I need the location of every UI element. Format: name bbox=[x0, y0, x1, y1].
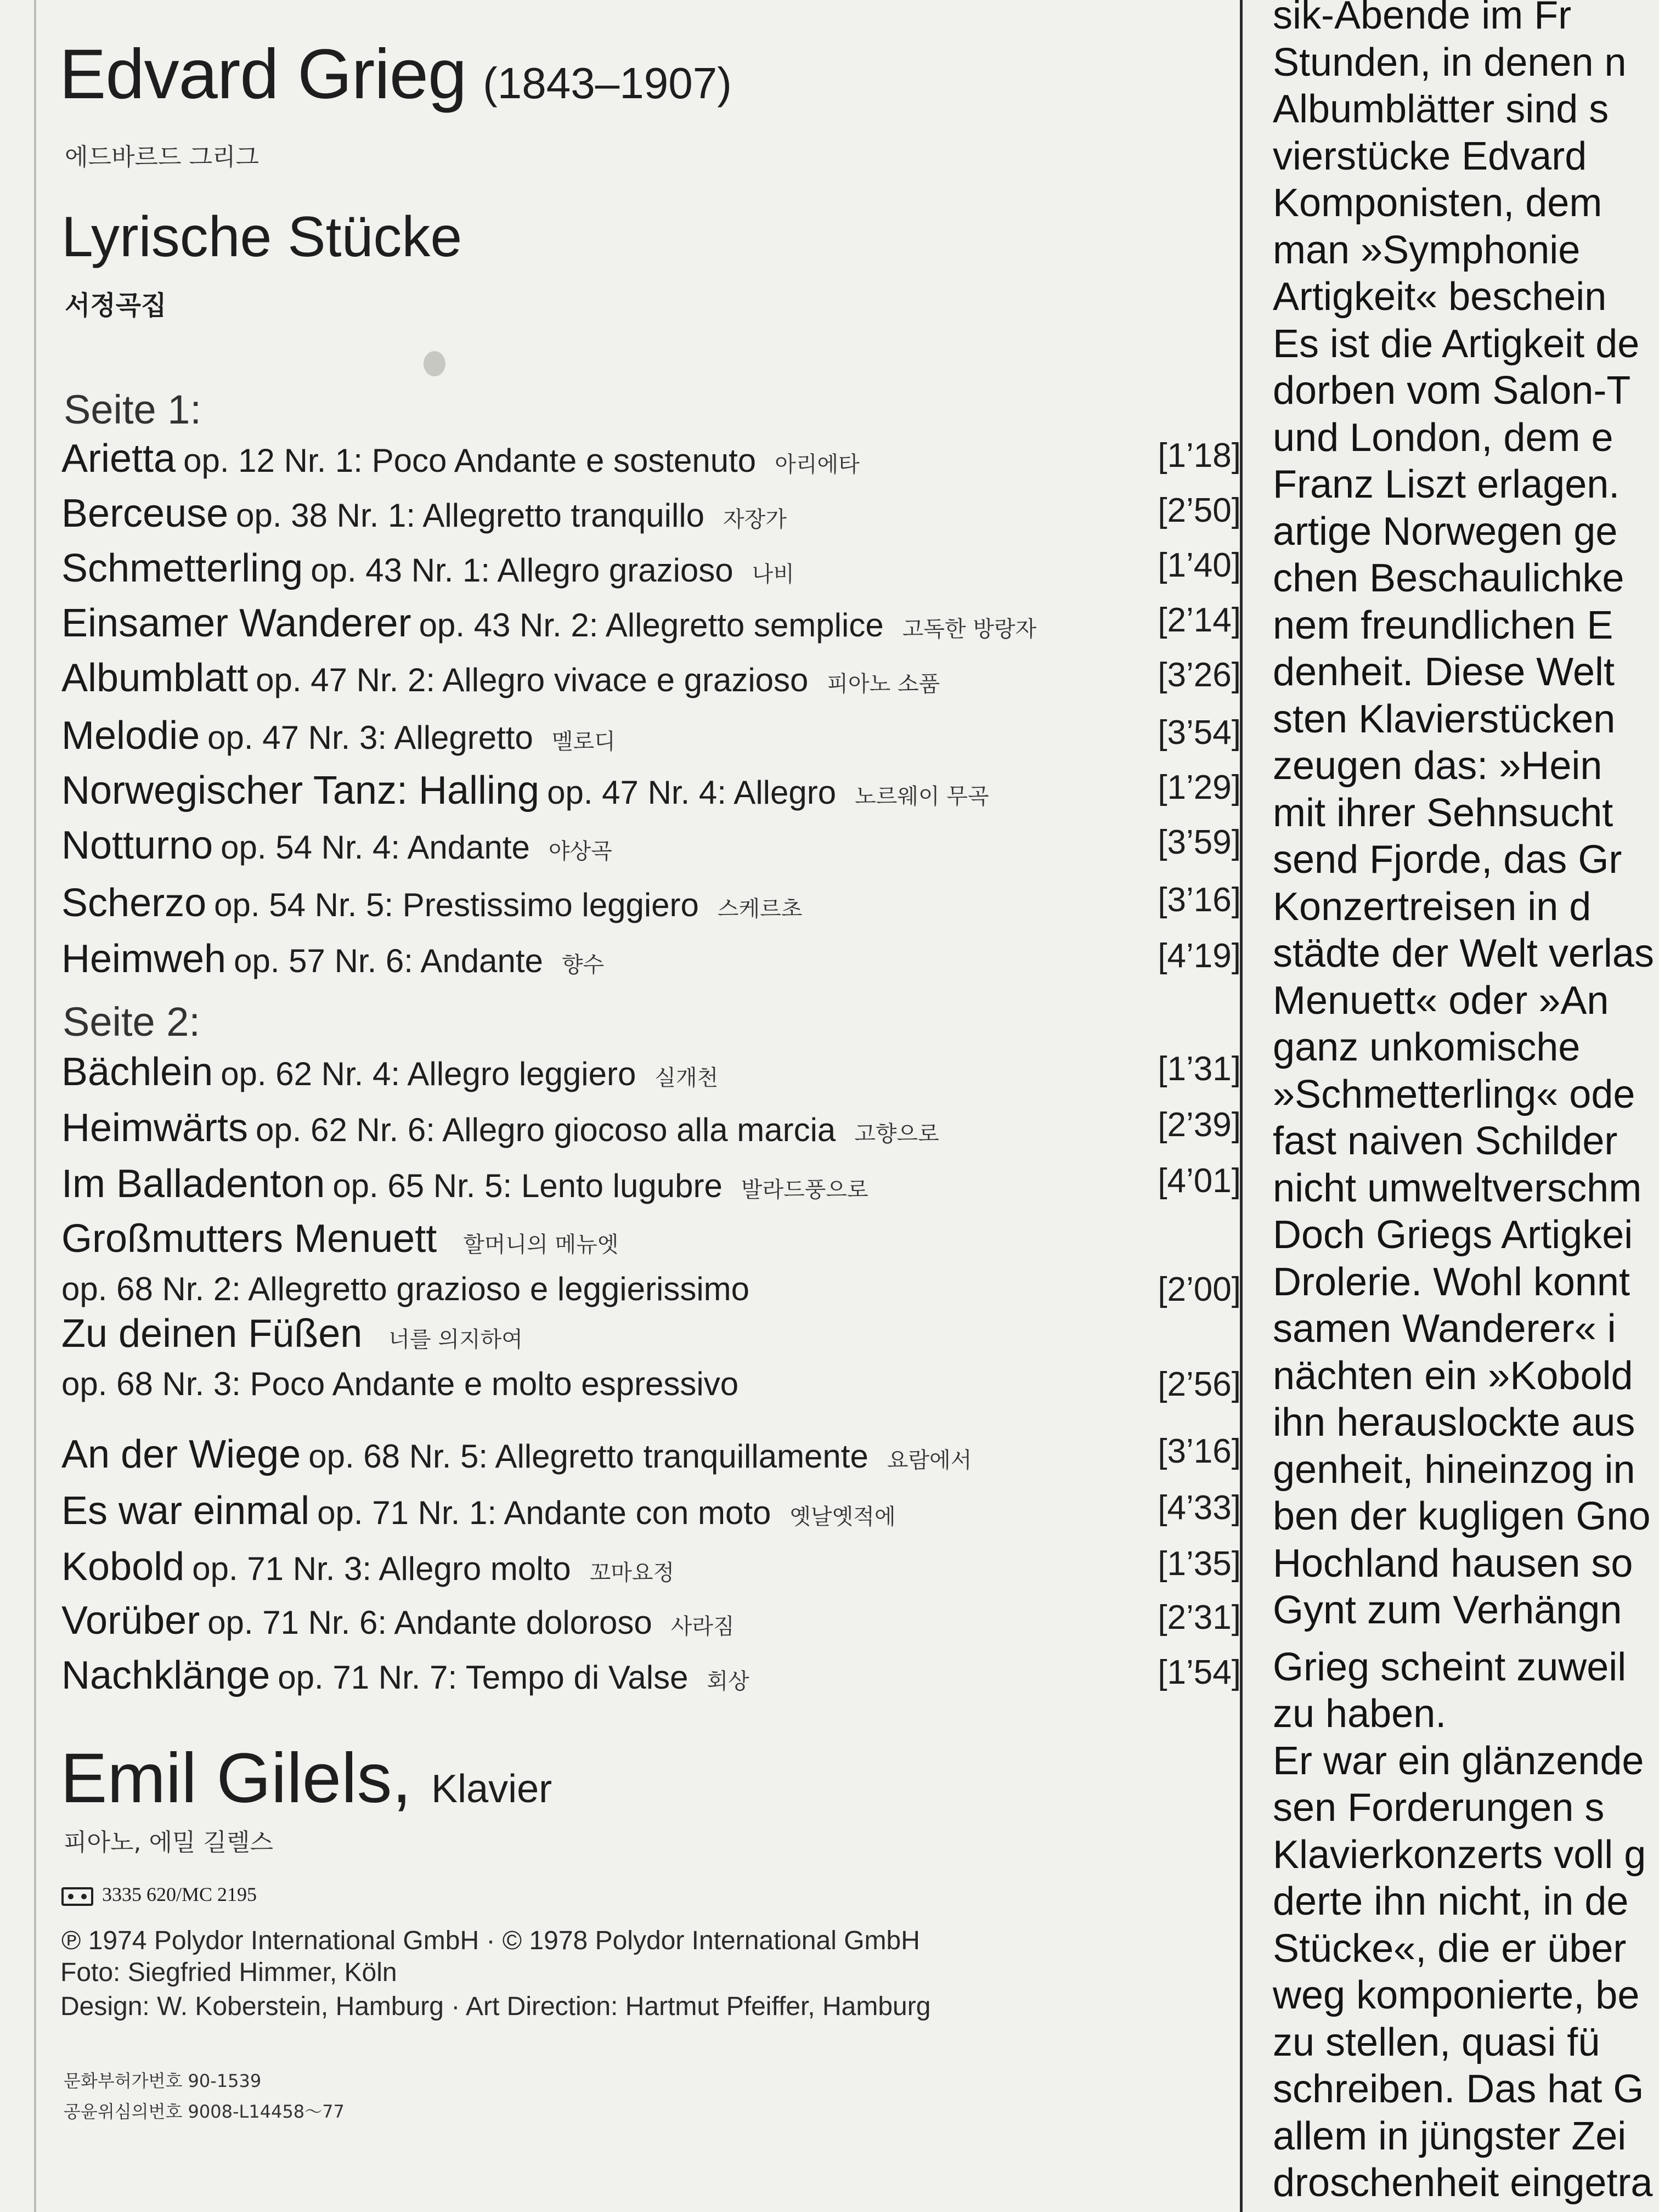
paper-stain bbox=[424, 351, 445, 376]
essay-line: Hochland hausen so bbox=[1273, 1541, 1633, 1585]
track-korean-title: 옛날옛적에 bbox=[789, 1504, 896, 1530]
track-detail: op. 57 Nr. 6: Andante bbox=[234, 943, 543, 979]
essay-line: Doch Griegs Artigkei bbox=[1273, 1213, 1633, 1257]
essay-line: »Schmetterling« ode bbox=[1273, 1072, 1635, 1116]
album-title: Lyrische Stücke bbox=[61, 205, 462, 269]
track-title: Es war einmal bbox=[61, 1489, 310, 1533]
essay-line: nicht umweltverschm bbox=[1273, 1166, 1642, 1210]
track-title: Zu deinen Füßen bbox=[61, 1312, 363, 1356]
composer-heading bbox=[59, 35, 732, 114]
track-korean-title: 사라짐 bbox=[670, 1614, 735, 1639]
track-row bbox=[61, 494, 1241, 533]
track-duration: [1’18] bbox=[1158, 437, 1241, 475]
essay-line: send Fjorde, das Gr bbox=[1273, 838, 1622, 882]
essay-line: ganz unkomische bbox=[1273, 1025, 1581, 1069]
essay-line: samen Wanderer« i bbox=[1273, 1307, 1616, 1351]
track-duration: [4’01] bbox=[1158, 1162, 1241, 1200]
essay-line: und London, dem e bbox=[1273, 415, 1613, 460]
catalog-line bbox=[61, 1883, 257, 1906]
track-duration: [1’35] bbox=[1158, 1545, 1241, 1583]
essay-line: fast naiven Schilder bbox=[1273, 1119, 1618, 1163]
track-duration: [2’14] bbox=[1158, 601, 1241, 639]
track-korean-title: 너를 의지하여 bbox=[388, 1327, 523, 1352]
track-korean-title: 향수 bbox=[561, 952, 605, 978]
essay-line: sten Klavierstücken bbox=[1273, 697, 1616, 741]
track-row bbox=[61, 1432, 1241, 1476]
track-row bbox=[61, 771, 1241, 810]
track-row bbox=[61, 1656, 1241, 1695]
essay-line: schreiben. Das hat G bbox=[1273, 2067, 1644, 2111]
essay-line: Grieg scheint zuweil bbox=[1273, 1645, 1627, 1689]
track-duration: [1’31] bbox=[1158, 1050, 1241, 1088]
essay-line: Artigkeit« beschein bbox=[1273, 275, 1607, 319]
copyright-line: ℗ 1974 Polydor International GmbH · © 1978 Polydor International GmbH bbox=[61, 1926, 920, 1955]
track-korean-title: 자장가 bbox=[723, 507, 787, 532]
track-detail: op. 47 Nr. 3: Allegretto bbox=[207, 719, 533, 756]
track-korean-title: 실개천 bbox=[654, 1065, 719, 1091]
track-row bbox=[61, 658, 1241, 698]
track-duration: [3’54] bbox=[1158, 714, 1241, 752]
track-duration: [1’29] bbox=[1158, 769, 1241, 806]
track-korean-title: 야상곡 bbox=[548, 839, 612, 864]
track-duration: [4’33] bbox=[1158, 1489, 1241, 1527]
track-title: Heimweh bbox=[61, 937, 227, 981]
track-duration: [2’56] bbox=[1158, 1365, 1241, 1403]
track-title: Vorüber bbox=[61, 1599, 200, 1643]
track-detail: op. 54 Nr. 4: Andante bbox=[221, 829, 530, 866]
essay-line: nächten ein »Kobold bbox=[1273, 1353, 1633, 1398]
track-duration: [3’59] bbox=[1158, 823, 1241, 861]
track-row bbox=[61, 939, 1241, 979]
track-detail: op. 62 Nr. 6: Allegro giocoso alla marcia bbox=[256, 1111, 836, 1148]
essay-column bbox=[1273, 0, 1659, 2212]
side-2-heading: Seite 2: bbox=[63, 999, 200, 1045]
essay-line: sik-Abende im Fr bbox=[1273, 0, 1572, 37]
track-korean-title: 고향으로 bbox=[854, 1121, 939, 1147]
track-title: Albumblatt bbox=[61, 656, 249, 700]
track-row bbox=[61, 1108, 1241, 1148]
cassette-icon bbox=[61, 1887, 93, 1906]
track-korean-title: 요람에서 bbox=[887, 1448, 972, 1473]
track-korean-title: 할머니의 메뉴엣 bbox=[463, 1232, 619, 1257]
track-duration: [2’39] bbox=[1158, 1106, 1241, 1144]
track-detail: op. 38 Nr. 1: Allegretto tranquillo bbox=[236, 497, 705, 534]
track-title: Im Balladenton bbox=[61, 1162, 325, 1206]
essay-line: ihn herauslockte aus bbox=[1273, 1401, 1635, 1444]
track-detail: op. 68 Nr. 3: Poco Andante e molto espressivo bbox=[61, 1365, 739, 1402]
essay-line: man »Symphonie bbox=[1273, 228, 1581, 272]
track-row bbox=[61, 714, 1241, 758]
track-detail: op. 71 Nr. 6: Andante doloroso bbox=[207, 1604, 652, 1641]
track-title: Schmetterling bbox=[61, 546, 303, 590]
registration-number-2: 공윤위심의번호 9008-L14458～77 bbox=[64, 2101, 345, 2122]
performer-line bbox=[60, 1738, 552, 1819]
essay-line: dorben vom Salon-T bbox=[1273, 369, 1631, 413]
track-korean-title: 발라드풍으로 bbox=[741, 1177, 868, 1203]
track-row bbox=[61, 603, 1241, 643]
design-credit: Design: W. Koberstein, Hamburg · Art Direction: Hartmut Pfeiffer, Hamburg bbox=[60, 1992, 931, 2021]
catalog-number: 3335 620/MC 2195 bbox=[102, 1883, 257, 1905]
track-title: Melodie bbox=[61, 714, 200, 758]
essay-line: artige Norwegen ge bbox=[1273, 509, 1618, 554]
track-duration: [2’00] bbox=[1158, 1271, 1241, 1308]
track-duration: [3’16] bbox=[1158, 881, 1241, 919]
track-detail: op. 65 Nr. 5: Lento lugubre bbox=[332, 1167, 723, 1204]
track-duration: [1’40] bbox=[1158, 546, 1241, 584]
track-title: Bächlein bbox=[61, 1050, 213, 1094]
track-title: Notturno bbox=[61, 823, 213, 867]
photo-credit: Foto: Siegfried Himmer, Köln bbox=[60, 1958, 397, 1987]
essay-line: genheit, hineinzog in bbox=[1273, 1447, 1635, 1492]
track-row bbox=[61, 1052, 1241, 1092]
track-title: Einsamer Wanderer bbox=[61, 601, 411, 645]
essay-line: allem in jüngster Zei bbox=[1273, 2114, 1627, 2158]
track-title: Arietta bbox=[61, 437, 176, 481]
page-edge-line bbox=[34, 0, 36, 2212]
track-korean-title: 회상 bbox=[707, 1669, 749, 1694]
essay-line: städte der Welt verlas bbox=[1273, 932, 1654, 975]
track-duration: [2’50] bbox=[1158, 492, 1241, 529]
essay-line: Menuett« oder »An bbox=[1273, 978, 1609, 1023]
track-title: Nachklänge bbox=[61, 1654, 270, 1697]
side-1-heading: Seite 1: bbox=[64, 387, 201, 432]
track-korean-title: 나비 bbox=[752, 562, 794, 587]
essay-line: nem freundlichen E bbox=[1273, 603, 1613, 647]
track-detail: op. 54 Nr. 5: Prestissimo leggiero bbox=[214, 887, 699, 923]
essay-line: sen Forderungen s bbox=[1273, 1786, 1605, 1830]
track-row bbox=[61, 883, 1241, 923]
composer-years: (1843–1907) bbox=[483, 59, 732, 108]
track-row bbox=[61, 1547, 1241, 1587]
track-title: Heimwärts bbox=[61, 1106, 249, 1150]
track-title: An der Wiege bbox=[61, 1432, 301, 1476]
track-korean-title: 아리에타 bbox=[775, 452, 860, 477]
performer-role: Klavier bbox=[431, 1767, 552, 1811]
track-row bbox=[61, 1491, 1241, 1531]
essay-line: derte ihn nicht, in de bbox=[1273, 1880, 1629, 1923]
essay-line: zeugen das: »Hein bbox=[1273, 744, 1602, 788]
track-detail: op. 43 Nr. 2: Allegretto semplice bbox=[419, 607, 884, 644]
track-duration: [3’26] bbox=[1158, 656, 1241, 694]
track-row bbox=[61, 1219, 1241, 1306]
track-duration: [4’19] bbox=[1158, 937, 1241, 975]
essay-line: droschenheit eingetra bbox=[1273, 2161, 1653, 2205]
track-title: Großmutters Menuett bbox=[61, 1217, 437, 1261]
composer-name: Edvard Grieg bbox=[59, 35, 467, 114]
track-detail: op. 71 Nr. 7: Tempo di Valse bbox=[278, 1659, 689, 1696]
track-detail: op. 43 Nr. 1: Allegro grazioso bbox=[311, 552, 733, 589]
track-detail: op. 68 Nr. 2: Allegretto grazioso e leggierissimo bbox=[61, 1271, 749, 1307]
essay-line: Konzertreisen in d bbox=[1273, 884, 1592, 929]
track-korean-title: 피아노 소품 bbox=[827, 672, 940, 697]
performer-korean: 피아노, 에밀 길렐스 bbox=[64, 1829, 273, 1857]
track-detail: op. 71 Nr. 1: Andante con moto bbox=[317, 1494, 771, 1531]
track-title: Scherzo bbox=[61, 881, 207, 925]
essay-line: denheit. Diese Welt bbox=[1273, 650, 1615, 694]
track-detail: op. 12 Nr. 1: Poco Andante e sostenuto bbox=[183, 442, 757, 479]
track-title: Berceuse bbox=[61, 492, 229, 535]
essay-line: chen Beschaulichke bbox=[1273, 556, 1624, 600]
track-row bbox=[61, 1164, 1241, 1204]
performer-name: Emil Gilels, bbox=[60, 1739, 412, 1818]
essay-line: Es ist die Artigkeit de bbox=[1273, 321, 1640, 366]
essay-line: Klavierkonzerts voll g bbox=[1273, 1832, 1646, 1877]
track-detail: op. 47 Nr. 4: Allegro bbox=[547, 774, 837, 811]
essay-line: Franz Liszt erlagen. bbox=[1273, 462, 1620, 506]
track-korean-title: 노르웨이 무곡 bbox=[855, 784, 989, 809]
track-korean-title: 스케르초 bbox=[717, 896, 803, 922]
essay-line: ben der kugligen Gno bbox=[1273, 1494, 1651, 1538]
track-detail: op. 62 Nr. 4: Allegro leggiero bbox=[221, 1056, 636, 1092]
track-row bbox=[61, 1599, 1241, 1643]
track-row bbox=[61, 437, 1241, 481]
essay-line: weg komponierte, be bbox=[1273, 1973, 1640, 2017]
album-title-korean: 서정곡집 bbox=[65, 290, 167, 321]
track-title: Kobold bbox=[61, 1545, 185, 1589]
essay-line: Er war ein glänzende bbox=[1273, 1739, 1644, 1783]
essay-line: mit ihrer Sehnsucht bbox=[1273, 791, 1613, 835]
track-detail: op. 71 Nr. 3: Allegro molto bbox=[192, 1550, 571, 1587]
track-duration: [2’31] bbox=[1158, 1599, 1241, 1637]
essay-line: zu stellen, quasi fü bbox=[1273, 2020, 1600, 2064]
track-korean-title: 고독한 방랑자 bbox=[902, 617, 1037, 642]
essay-line: zu haben. bbox=[1273, 1692, 1447, 1736]
track-duration: [3’16] bbox=[1158, 1432, 1241, 1470]
track-row bbox=[61, 823, 1241, 867]
track-detail: op. 47 Nr. 2: Allegro vivace e grazioso bbox=[256, 662, 809, 698]
essay-line: Stücke«, die er über bbox=[1273, 1926, 1627, 1971]
essay-line: Drolerie. Wohl konnt bbox=[1273, 1260, 1630, 1304]
registration-number-1: 문화부허가번호 90-1539 bbox=[64, 2070, 262, 2091]
essay-line: vierstücke Edvard bbox=[1273, 134, 1587, 178]
track-row bbox=[61, 1314, 1241, 1401]
essay-line: Gynt zum Verhängn bbox=[1273, 1588, 1622, 1632]
essay-line: Komponisten, dem bbox=[1273, 181, 1602, 225]
essay-line: Albumblätter sind s bbox=[1273, 87, 1609, 131]
track-korean-title: 꼬마요정 bbox=[589, 1560, 675, 1585]
track-korean-title: 멜로디 bbox=[551, 729, 616, 754]
track-detail: op. 68 Nr. 5: Allegretto tranquillamente bbox=[308, 1438, 868, 1475]
track-row bbox=[61, 546, 1241, 590]
essay-line: Stunden, in denen n bbox=[1273, 40, 1627, 84]
composer-korean: 에드바르드 그리그 bbox=[65, 143, 259, 171]
track-title: Norwegischer Tanz: Halling bbox=[61, 769, 540, 812]
track-duration: [1’54] bbox=[1158, 1654, 1241, 1691]
